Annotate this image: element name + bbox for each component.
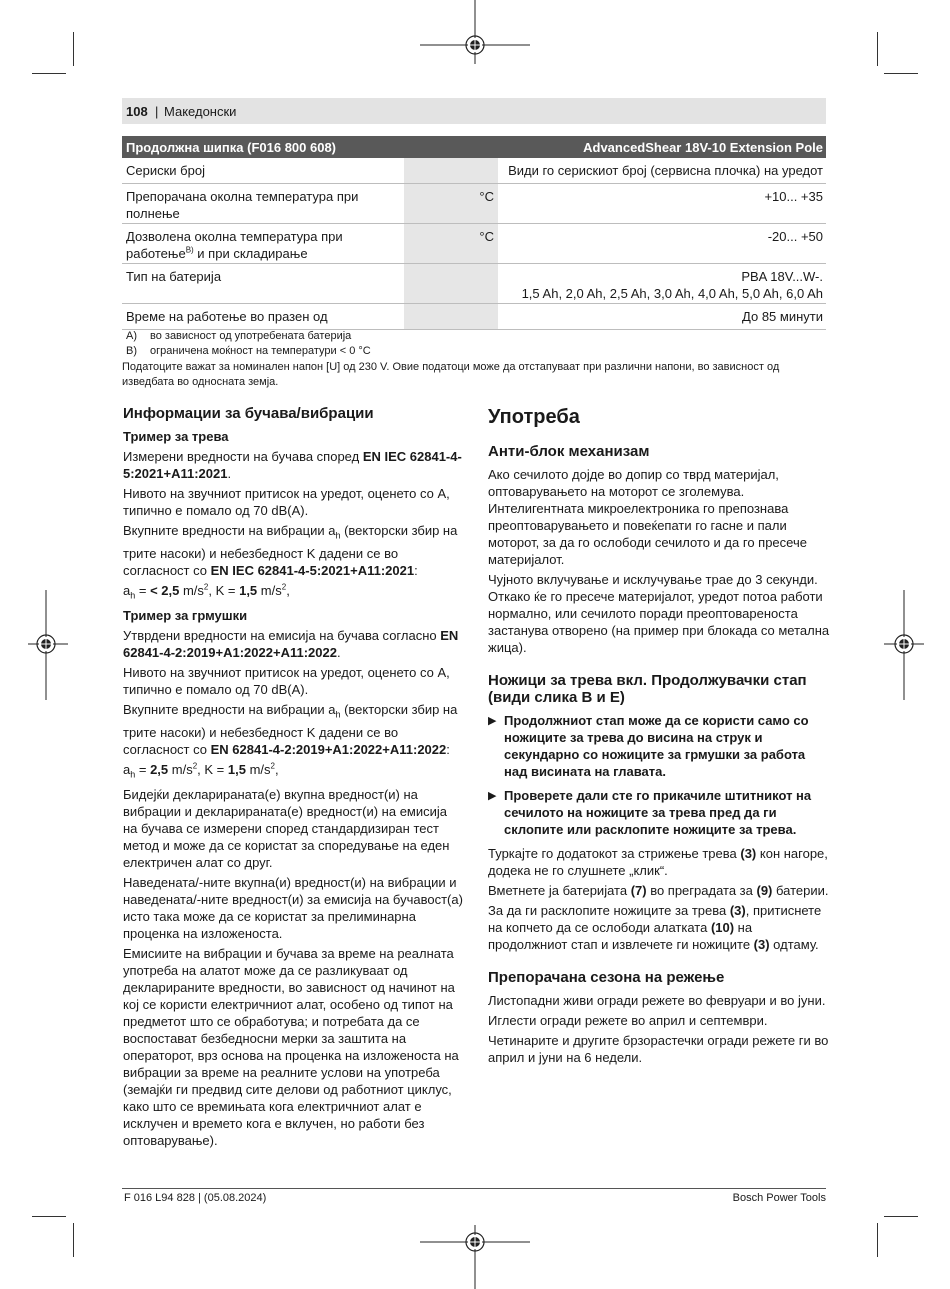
paragraph: Туркајте го додатокот за стрижење трева (3) кон нагоре, додека не го слушнете „клик“. — [488, 846, 828, 878]
paragraph: Вкупните вредности на вибрации $a_h$ (векторски збир на трите насоки) и небезбедност K дадени се во согласност со EN 62841-4-2:2019+A1:2022+A11:2022: — [123, 702, 458, 757]
row-label: Време на работење во празен од — [126, 309, 328, 324]
crop-mark — [884, 73, 918, 74]
registration-mark-icon — [420, 0, 530, 66]
spec-table-header — [122, 136, 826, 158]
paragraph: Иглести огради режете во април и септември. — [488, 1013, 768, 1028]
table-row — [122, 158, 826, 184]
table-row — [122, 304, 826, 330]
warning-bullet: ▶ Продолжниот стап може да се користи само со ножиците за трева до висина на струк и секундарно со ножиците за грмушки за работа над висината на главата. — [488, 713, 809, 779]
spec-table — [122, 136, 826, 330]
row-value: +10... +35 — [764, 189, 823, 204]
paragraph: Нивото на звучниот притисок на уредот, оценето со A, типично е помало од 70 dB(A). — [123, 665, 450, 698]
section-title-usage: Употреба — [488, 406, 580, 428]
paragraph: Четинарите и другите брзорастечки огради режете ги во април и јуни на 6 недели. — [488, 1033, 829, 1065]
bullet-arrow-icon: ▶ — [488, 790, 497, 802]
crop-mark — [877, 32, 878, 66]
table-row — [122, 224, 826, 264]
page-number: 108 — [126, 104, 148, 119]
row-value: До 85 минути — [742, 309, 823, 324]
subheading-hedge-trimmer: Тример за грмушки — [123, 608, 248, 624]
subheading-grass-trimmer: Тример за трева — [123, 429, 229, 444]
row-value: PBA 18V...W-. 1,5 Ah, 2,0 Ah, 2,5 Ah, 3,0 Ah, 4,0 Ah, 5,0 Ah, 6,0 Ah — [521, 269, 823, 301]
vibration-values: $a_h = 2,5$ $m/s^2$, K = 1,5 $m/s^2$, — [123, 761, 279, 780]
row-label: Дозволена околна температура при работење$^{B)}$ и при складирање — [126, 229, 343, 261]
footnote: A) во зависност од употребената батерија — [126, 330, 352, 342]
row-label: Сериски број — [126, 163, 205, 178]
row-value: -20... +50 — [767, 229, 823, 244]
paragraph: За да ги расклопите ножиците за трева (3), притиснете на копчето да се ослободи алатката (10) на продолжниот стап и извлечете ги ножиците (3) одтаму. — [488, 903, 822, 952]
section-heading-season: Препорачана сезона на режење — [488, 969, 725, 986]
footer-rule — [122, 1188, 826, 1189]
registration-mark-icon — [28, 590, 68, 700]
row-unit: °C — [479, 189, 494, 204]
registration-mark-icon — [884, 590, 924, 700]
section-heading-noise: Информации за бучава/вибрации — [123, 405, 374, 422]
paragraph: Чујното вклучување и исклучување трае до 3 секунди. Откако ќе го пресече материјалот, уредот потоа работи нормално, или сечилото поради преоптовареноста застанува отворено (на пример при блокада со метална жица). — [488, 572, 830, 655]
paragraph: Листопадни живи огради режете во февруари и во јуни. — [488, 993, 826, 1008]
footer-brand: Bosch Power Tools — [732, 1192, 826, 1204]
table-row — [122, 184, 826, 224]
paragraph: Емисиите на вибрации и бучава за време на реалната употреба на алатот може да се разликуваат од декларираните вредности, во зависност од начинот на кој се користи електричниот алат, особено од типот на предметот што се обработува; и потребата да се воспостават безбедносни мерки за заштита на операторот, врз основа на проценка на изложеноста на вибрации за време на реалните услови на употреба (земајќи ги предвид сите делови од работниот циклус, како што се времињата кога електричниот алат е исклучен и времето кога е вклучен, но работи без оптоварување). — [123, 946, 459, 1149]
paragraph: Вкупните вредности на вибрации $a_h$ (векторски збир на трите насоки) и небезбедност K дадени се во согласност со EN IEC 62841-4-5:2021+A11:2021: — [123, 523, 458, 578]
crop-mark — [884, 1216, 918, 1217]
table-footnotes — [122, 329, 826, 390]
registration-mark-icon — [420, 1225, 530, 1289]
crop-mark — [73, 1223, 74, 1257]
paragraph: Вметнете ја батеријата (7) во преградата за (9) батерии. — [488, 883, 829, 898]
warning-bullet: ▶ Проверете дали сте го прикачиле штитникот на сечилото на ножиците за трева пред да ги склопите или расклопите ножиците за трева. — [488, 788, 812, 837]
crop-mark — [32, 1216, 66, 1217]
footer-doc-id: F 016 L94 828 | (05.08.2024) — [124, 1192, 267, 1204]
row-value: Види го серискиот број (сервисна плочка) на уредот — [508, 163, 823, 178]
paragraph: Утврдени вредности на емисија на бучава согласно EN 62841-4-2:2019+A1:2022+A11:2022. — [123, 628, 459, 661]
table-row — [122, 264, 826, 304]
right-column — [488, 405, 830, 1069]
bullet-arrow-icon: ▶ — [488, 715, 497, 727]
section-heading-antiblock: Анти-блок механизам — [488, 443, 650, 460]
paragraph: Измерени вредности на бучава според EN IEC 62841-4-5:2021+A11:2021. — [123, 449, 462, 481]
vibration-values: $a_h$ = < 2,5 $m/s^2$, K = 1,5 $m/s^2$, — [123, 582, 290, 601]
page-header — [122, 98, 826, 124]
section-heading-shears: Ножици за трева вкл. Продолжувачки стап (види слика B и E) — [488, 672, 807, 706]
paragraph: Нивото на звучниот притисок на уредот, оценето со A, типично е помало од 70 dB(A). — [123, 486, 450, 518]
crop-mark — [877, 1223, 878, 1257]
crop-mark — [73, 32, 74, 66]
row-label: Тип на батерија — [126, 269, 222, 284]
header-language: Македонски — [164, 104, 237, 119]
table-note: Податоците важат за номинален напон [U] од 230 V. Овие податоци може да отстапуваат при различни напони, во зависност од изведбата во односната земја. — [122, 361, 780, 388]
row-unit: °C — [479, 229, 494, 244]
paragraph: Ако сечилото дојде во допир со тврд материјал, оптоварувањето на моторот се зголемува. Интелигентната микроелектроника го препознава преоптоварувањето и повеќепати го гасне и пали моторот, за да го ослободи сечилото и да го пресече материјалот. — [488, 467, 807, 567]
spec-table-product: AdvancedShear 18V-10 Extension Pole — [583, 140, 823, 155]
paragraph: Наведената/-ните вкупна(и) вредност(и) на вибрации и наведената/-ните вредност(и) за емисија на бучавост(а) исто така може да се користат за прелиминарна проценка на изложеноста. — [123, 875, 463, 942]
crop-mark — [32, 73, 66, 74]
spec-table-title: Продолжна шипка (F016 800 608) — [126, 140, 337, 155]
left-column — [123, 405, 465, 1152]
row-label: Препорачана околна температура при полнење — [126, 189, 359, 221]
footnote: B) ограничена моќност на температури < 0 °C — [126, 345, 371, 357]
paragraph: Бидејќи декларираната(е) вкупна вредност(и) на вибрации и декларираната(е) вредност(и) на емисија на бучава се измерени според стандардизиран тест метод и може да се користат за споредување на еден електричен алат со друг. — [123, 787, 450, 871]
header-separator: | — [155, 104, 159, 119]
